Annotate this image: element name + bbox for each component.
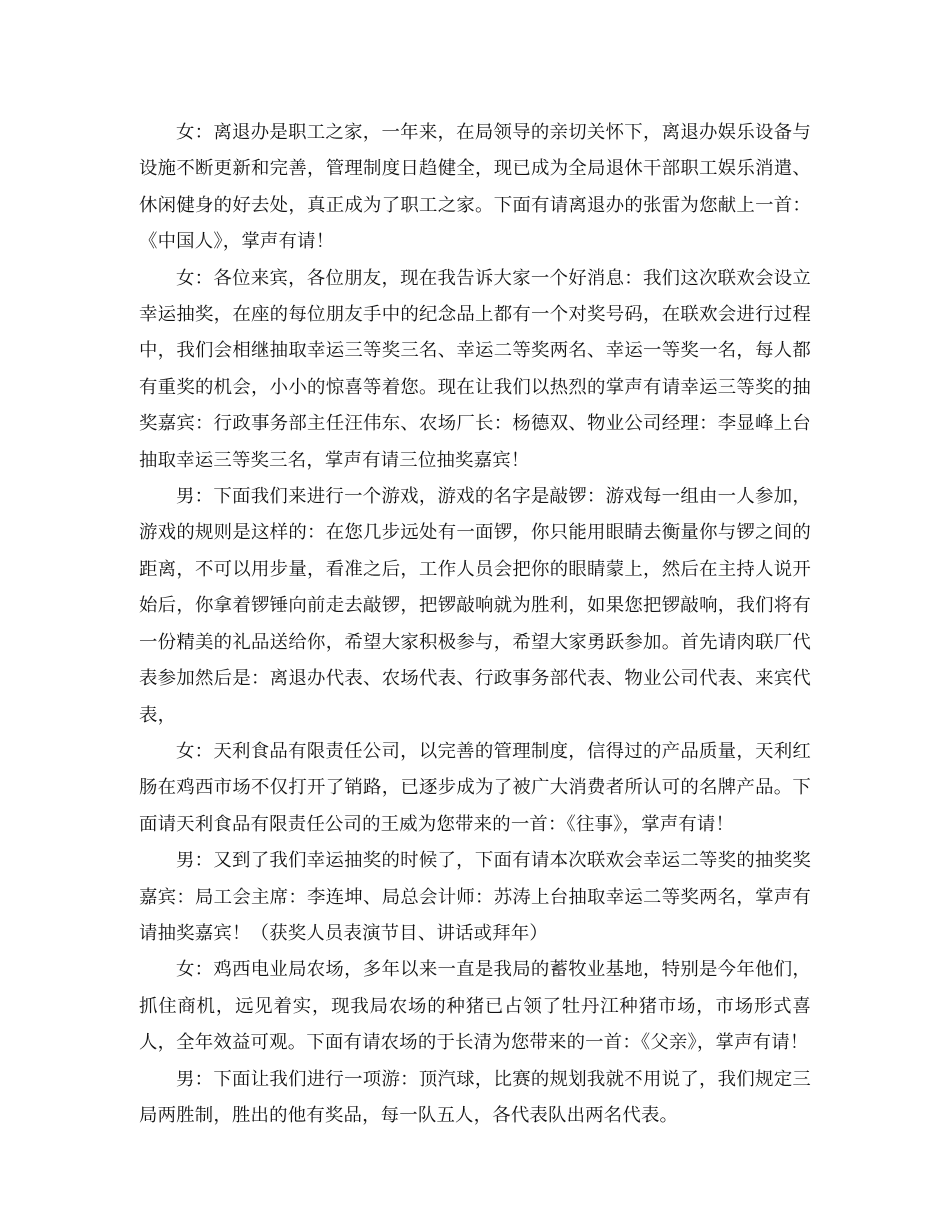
paragraph-6: 女：鸡西电业局农场，多年以来一直是我局的蓄牧业基地，特别是今年他们，抓住商机，远见着实，现我局农场的种猪已占领了牡丹江种猪市场，市场形式喜人，全年效益可观。下面有请农场的于长清为您带来的一首：《父亲》，掌声有请！ (139, 959, 811, 1054)
paragraph-1: 女：离退办是职工之家，一年来，在局领导的亲切关怀下，离退办娱乐设备与设施不断更新和完善，管理制度日趋健全，现已成为全局退休干部职工娱乐消遣、休闲健身的好去处，真正成为了职工之家。下面有请离退办的张雷为您献上一首：《中国人》，掌声有请！ (139, 122, 811, 253)
paragraph-7: 男：下面让我们进行一项游：顶汽球，比赛的规划我就不用说了，我们规定三局两胜制，胜出的他有奖品，每一队五人，各代表队出两名代表。 (139, 1068, 811, 1126)
paragraph-4: 女：天利食品有限责任公司，以完善的管理制度，信得过的产品质量，天利红肠在鸡西市场不仅打开了销路，已逐步成为了被广大消费者所认可的名牌产品。下面请天利食品有限责任公司的王威为您带来的一首：《往事》，掌声有请！ (139, 740, 811, 835)
paragraph-3: 男：下面我们来进行一个游戏，游戏的名字是敲锣：游戏每一组由一人参加，游戏的规则是这样的：在您几步远处有一面锣，你只能用眼睛去衡量你与锣之间的距离，不可以用步量，看准之后，工作人员会把你的眼睛蒙上，然后在主持人说开始后，你拿着锣锤向前走去敲锣，把锣敲响就为胜利，如果您把锣敲响，我们将有一份精美的礼品送给你，希望大家积极参与，希望大家勇跃参加。首先请肉联厂代表参加然后是：离退办代表、农场代表、行政事务部代表、物业公司代表、来宾代表， (139, 486, 811, 726)
paragraph-2: 女：各位来宾，各位朋友，现在我告诉大家一个好消息：我们这次联欢会设立幸运抽奖，在座的每位朋友手中的纪念品上都有一个对奖号码，在联欢会进行过程中，我们会相继抽取幸运三等奖三名、幸运二等奖两名、幸运一等奖一名，每人都有重奖的机会，小小的惊喜等着您。现在让我们以热烈的掌声有请幸运三等奖的抽奖嘉宾：行政事务部主任汪伟东、农场厂长：杨德双、物业公司经理：李显峰上台抽取幸运三等奖三名，掌声有请三位抽奖嘉宾！ (139, 267, 811, 471)
paragraph-5: 男：又到了我们幸运抽奖的时候了，下面有请本次联欢会幸运二等奖的抽奖奖嘉宾：局工会主席：李连坤、局总会计师：苏涛上台抽取幸运二等奖两名，掌声有请抽奖嘉宾！（获奖人员表演节目、讲话或拜年） (139, 850, 811, 944)
document-body (139, 115, 811, 1134)
